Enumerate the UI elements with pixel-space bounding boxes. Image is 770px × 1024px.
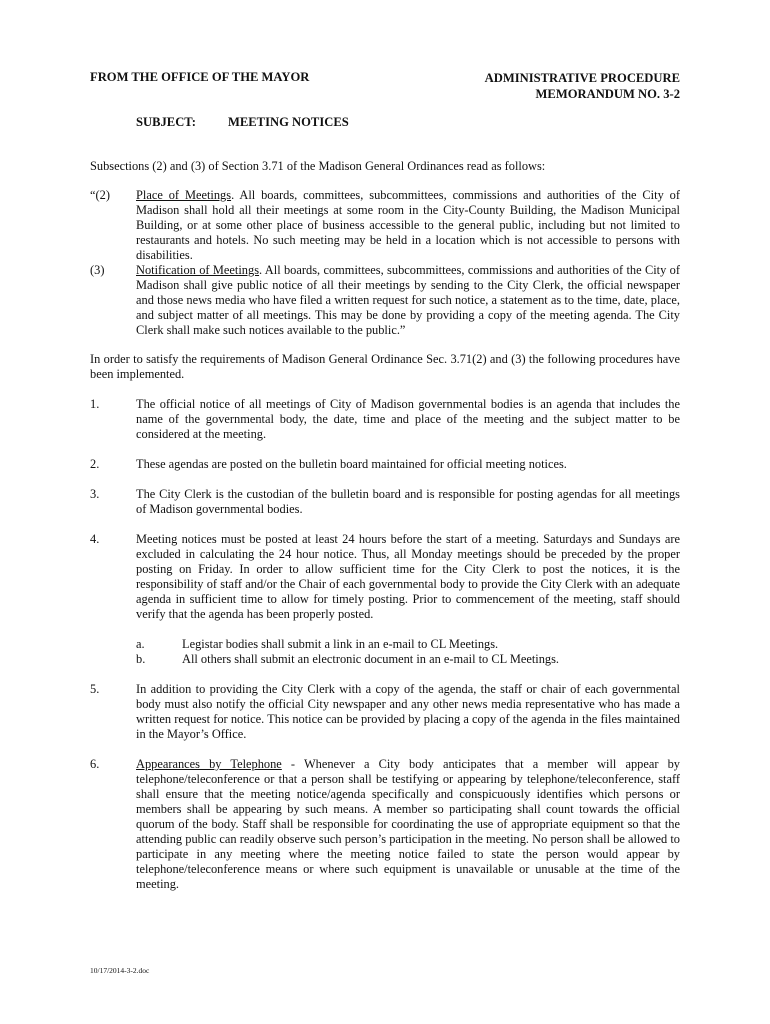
item-body: [136, 532, 680, 667]
sub-list-item: [136, 637, 680, 652]
item-number: 1.: [90, 397, 100, 411]
subject-value: MEETING NOTICES: [228, 115, 349, 129]
subsection-text: [136, 263, 680, 338]
list-item: [90, 532, 680, 667]
item-title: Appearances by Telephone: [136, 757, 282, 771]
sub-item-text: All others shall submit an electronic document in an e-mail to CL Meetings.: [182, 652, 560, 666]
quoted-subsection: [90, 263, 680, 338]
subject-line: [90, 115, 680, 130]
memo-title-line2: MEMORANDUM NO. 3-2: [535, 87, 680, 101]
memo-title: [485, 70, 680, 102]
sub-item-text: Legistar bodies shall submit a link in an e-mail to CL Meetings.: [182, 637, 499, 651]
item-number: 3.: [90, 487, 100, 501]
list-item: [90, 757, 680, 892]
item-number: 2.: [90, 457, 100, 471]
sub-list: [136, 637, 680, 667]
subsection-body: . All boards, committees, subcommittees, commissions and authorities of the City of Madison shall give public notice of all their meetings by sending to the City Clerk, the official newspaper and those news media who have filed a written request for such notice, a statement as to the time, date, place, and subject matter of all meetings. This may be done by providing a copy of the meeting agenda. The City Clerk shall make such notices available to the public.”: [136, 263, 680, 337]
subsection-number: “(2): [90, 188, 110, 202]
item-text: [136, 757, 680, 892]
item-number: 5.: [90, 682, 100, 696]
subsection-number: (3): [90, 263, 105, 277]
memo-header: [90, 68, 680, 100]
subsection-title: Place of Meetings: [136, 188, 232, 202]
subsection-text: [136, 188, 680, 263]
memo-body: [90, 68, 680, 907]
intro-paragraph: Subsections (2) and (3) of Section 3.71 of the Madison General Ordinances read as follows:: [90, 159, 546, 173]
item-text: In addition to providing the City Clerk with a copy of the agenda, the staff or chair of each governmental body must also notify the official City newspaper and any other news media representative who has made a written request for notice. This notice can be provided by placing a copy of the agenda in the files maintained in the Mayor’s Office.: [136, 682, 680, 741]
item-number: 6.: [90, 757, 100, 771]
item-text: These agendas are posted on the bulletin board maintained for official meeting notices.: [136, 457, 567, 471]
list-item: [90, 682, 680, 742]
sub-item-letter: b.: [136, 652, 146, 666]
sub-list-item: [136, 652, 680, 667]
quoted-subsection: [90, 188, 680, 263]
item-text: The official notice of all meetings of City of Madison governmental bodies is an agenda that includes the name of the governmental body, the date, time and place of the meeting and the subject matter to be considered at the meeting.: [136, 397, 680, 441]
subsection-title: Notification of Meetings: [136, 263, 260, 277]
item-text: Meeting notices must be posted at least 24 hours before the start of a meeting. Saturdays and Sundays are excluded in calculating the 24 hour notice. Thus, all Monday meetings should be preceded by the proper posting on Friday. In order to allow sufficient time for the City Clerk to post the notices, it is the responsibility of staff and/or the Chair of each governmental body to provide the City Clerk with an adequate agenda in sufficient time to allow for timely posting. Prior to commencement of the meeting, staff should verify that the agenda has been properly posted.: [136, 532, 680, 621]
quoted-ordinance: [90, 188, 680, 338]
subject-label: SUBJECT:: [136, 115, 196, 129]
procedure-list: [90, 397, 680, 892]
list-item: [90, 397, 680, 442]
list-item: [90, 487, 680, 517]
subsection-body: . All boards, committees, subcommittees, commissions and authorities of the City of Madison shall hold all their meetings at some room in the City-County Building, the Madison Municipal Building, or at some other place of business accessible to the general public, including but not limited to restaurants and hotels. No such meeting may be held in a location which is not accessible to persons with disabilities.: [136, 188, 680, 262]
office-heading: FROM THE OFFICE OF THE MAYOR: [90, 70, 310, 84]
sub-item-letter: a.: [136, 637, 145, 651]
item-body-text: - Whenever a City body anticipates that a member will appear by telephone/teleconference or that a person shall be testifying or appearing by telephone/teleconference, staff shall ensure that the meeting notice/agenda specifically and conspicuously identifies which persons or members shall be appearing by such means. A member so participating shall count towards the official quorum of the body. Staff shall be responsible for coordinating the use of appropriate equipment so that the attending public can readily observe such person’s participation in the meeting. No person shall be allowed to participate in any meeting where the meeting notice failed to state the person would appear by telephone/teleconference means or where such equipment is unavailable or unusable at the time of the meeting.: [136, 757, 680, 891]
item-number: 4.: [90, 532, 100, 546]
file-footer: 10/17/2014-3-2.doc: [90, 966, 150, 975]
list-item: [90, 457, 680, 472]
memo-title-line1: ADMINISTRATIVE PROCEDURE: [484, 71, 680, 85]
procedures-intro: In order to satisfy the requirements of Madison General Ordinance Sec. 3.71(2) and (3) the following procedures have been implemented.: [90, 352, 680, 381]
item-text: The City Clerk is the custodian of the bulletin board and is responsible for posting agendas for all meetings of Madison governmental bodies.: [136, 487, 680, 516]
